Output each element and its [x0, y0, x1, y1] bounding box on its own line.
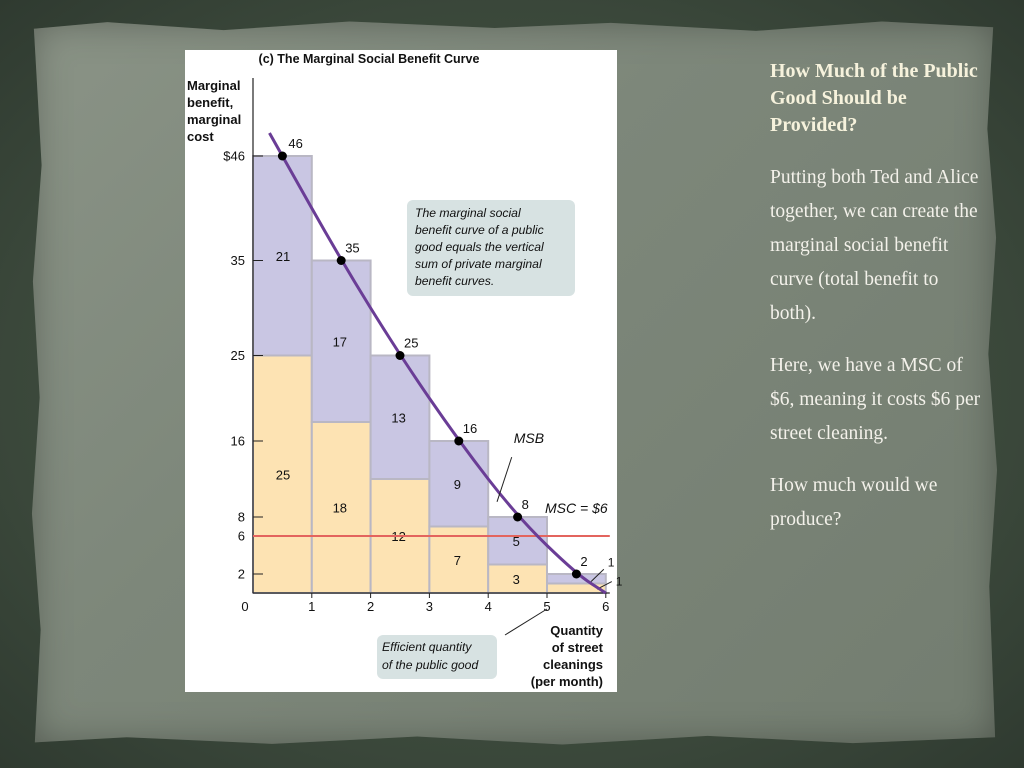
bar-value-label: 9 — [453, 476, 462, 492]
efficient-note-line: of the public good — [382, 658, 479, 672]
bar-value-label: 21 — [275, 248, 291, 264]
chart-figure — [185, 50, 623, 692]
x-axis-label-line: cleanings — [543, 657, 603, 672]
msb-point-label: 35 — [345, 240, 360, 256]
msb-point-label: 8 — [521, 497, 529, 512]
y-tick-label: 16 — [230, 433, 245, 449]
bar-value-label: 12 — [391, 529, 406, 544]
x-axis-label-line: Quantity — [550, 623, 603, 638]
msb-point — [396, 351, 405, 360]
bar-value-label: 1 — [615, 574, 623, 589]
text-panel — [770, 58, 985, 555]
bar-value-label: 1 — [607, 555, 615, 570]
x-tick-label: 5 — [543, 599, 551, 614]
x-axis-label — [531, 623, 604, 689]
msb-point-label: 46 — [288, 136, 303, 151]
callout-text-line: sum of private marginal — [415, 257, 542, 271]
x-tick-label: 3 — [425, 599, 434, 614]
bar-value-label: 17 — [332, 334, 348, 350]
msc-label: MSC = $6 — [545, 500, 608, 517]
y-axis-label-line: cost — [187, 129, 214, 144]
msb-point — [572, 570, 581, 579]
msb-point-label: 25 — [404, 335, 419, 351]
bar-value-label: 25 — [275, 467, 291, 483]
slide-heading: How Much of the Public Good Should be Provided? — [770, 60, 978, 136]
y-tick-label: $46 — [223, 148, 245, 164]
callout-text-line: benefit curves. — [415, 274, 495, 288]
msb-point — [513, 513, 522, 522]
y-axis-label-line: benefit, — [187, 95, 234, 110]
y-tick-label: 25 — [230, 348, 245, 363]
y-tick-label: 6 — [237, 528, 245, 544]
paragraph-2: Here, we have a MSC of $6, meaning it costs $6 per street cleaning. — [770, 355, 981, 444]
x-tick-label: 0 — [241, 599, 249, 614]
paragraph-1: Putting both Ted and Alice together, we can create the marginal social benefit curve (total benefit to both). — [770, 167, 979, 324]
x-tick-label: 2 — [366, 599, 375, 614]
callout-text-line: benefit curve of a public — [415, 223, 544, 237]
efficient-note-leader — [505, 609, 547, 635]
y-tick-label: 2 — [237, 566, 245, 582]
y-axis-label-line: marginal — [187, 112, 242, 127]
y-axis-label — [187, 78, 241, 144]
chart-title: (c) The Marginal Social Benefit Curve — [258, 52, 480, 66]
y-axis-label-line: Marginal — [187, 78, 241, 93]
bar-value-label: 3 — [512, 571, 520, 587]
msb-point-label: 16 — [462, 421, 478, 436]
x-tick-label: 4 — [484, 599, 492, 614]
msb-definition-callout — [407, 200, 575, 296]
msb-label-leader — [497, 457, 512, 502]
x-tick-label: 1 — [308, 599, 316, 614]
msb-point — [337, 256, 346, 265]
callout-text-line: The marginal social — [415, 206, 521, 220]
efficient-quantity-note — [377, 609, 547, 679]
msb-point-label: 2 — [580, 554, 588, 569]
bar-value-label: 13 — [391, 410, 406, 426]
x-axis-label-line: (per month) — [530, 674, 603, 689]
paragraph-3: How much would we produce? — [770, 475, 938, 530]
bar-value-label: 5 — [512, 533, 520, 549]
msb-label: MSB — [513, 429, 545, 446]
y-tick-label: 8 — [237, 509, 245, 525]
efficient-note-line: Efficient quantity — [382, 640, 472, 654]
x-tick-label: 6 — [602, 599, 610, 614]
x-axis-label-line: of street — [551, 640, 603, 655]
msb-point — [278, 152, 287, 161]
msb-chart — [185, 50, 623, 692]
bar-value-label: 7 — [453, 552, 462, 568]
y-tick-label: 35 — [230, 253, 245, 268]
bar-value-label: 18 — [332, 500, 348, 516]
callout-text-line: good equals the vertical — [415, 240, 544, 254]
msb-point — [454, 437, 463, 446]
